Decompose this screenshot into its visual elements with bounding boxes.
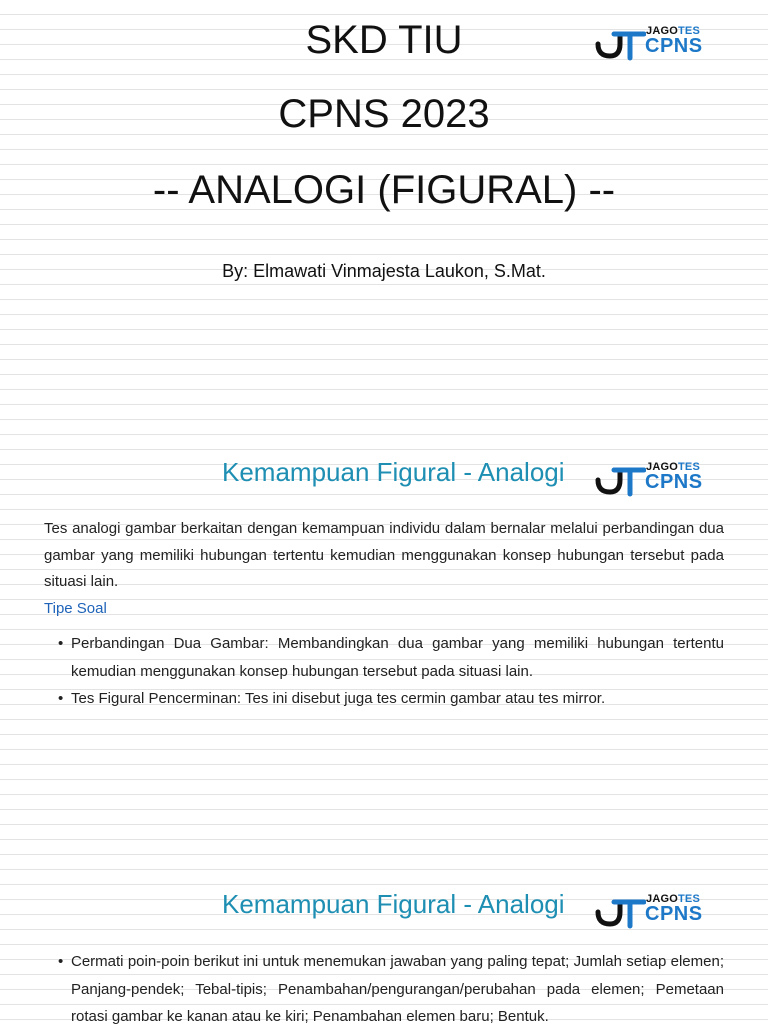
logo-jago-text: JAGO	[646, 25, 678, 37]
tips-list	[58, 948, 724, 1031]
content-slide-1	[0, 432, 768, 864]
jagotes-cpns-logo	[594, 458, 718, 498]
tipe-soal-list	[58, 630, 724, 713]
title-line-2: CPNS 2023	[278, 92, 490, 136]
title-slide	[0, 0, 768, 432]
logo-cpns-text: CPNS	[645, 903, 703, 925]
logo-tes-text: TES	[677, 893, 700, 905]
logo-cpns-text: CPNS	[645, 35, 703, 57]
section-title: Kemampuan Figural - Analogi	[222, 889, 565, 919]
logo-tes-text: TES	[677, 25, 700, 37]
logo-jago-text: JAGO	[646, 461, 678, 473]
author-line: By: Elmawati Vinmajesta Laukon, S.Mat.	[222, 261, 546, 281]
jt-logo-icon	[594, 22, 646, 62]
subheading-tipe-soal: Tipe Soal	[44, 600, 107, 617]
content-slide-2	[0, 864, 768, 1024]
title-line-1: SKD TIU	[305, 18, 463, 62]
list-item: • Perbandingan Dua Gambar: Membandingkan dua gambar yang memiliki hubungan tertentu kemudian menggunakan konsep hubungan tersebut pada situasi lain.	[58, 630, 724, 685]
jagotes-cpns-logo	[594, 890, 718, 930]
section-title: Kemampuan Figural - Analogi	[222, 457, 565, 487]
logo-jago-text: JAGO	[646, 893, 678, 905]
logo-tes-text: TES	[677, 461, 700, 473]
intro-paragraph: Tes analogi gambar berkaitan dengan kemampuan individu dalam bernalar melalui perbandingan dua gambar yang memiliki hubungan tertentu kemudian menggunakan konsep hubungan tersebut pada situasi lain.	[44, 520, 724, 590]
list-item: • Tes Figural Pencerminan: Tes ini disebut juga tes cermin gambar atau tes mirror.	[58, 685, 724, 713]
title-line-3: -- ANALOGI (FIGURAL) --	[152, 168, 616, 212]
logo-cpns-text: CPNS	[645, 471, 703, 493]
jagotes-cpns-logo	[594, 22, 718, 62]
jt-logo-icon	[594, 890, 646, 930]
list-item: • Cermati poin-poin berikut ini untuk menemukan jawaban yang paling tepat; Jumlah setiap elemen; Panjang-pendek; Tebal-tipis; Penambahan/pengurangan/perubahan pada elemen; Pemetaan rotasi gambar ke kanan atau ke kiri; Penambahan elemen baru; Bentuk.	[58, 948, 724, 1031]
jt-logo-icon	[594, 458, 646, 498]
